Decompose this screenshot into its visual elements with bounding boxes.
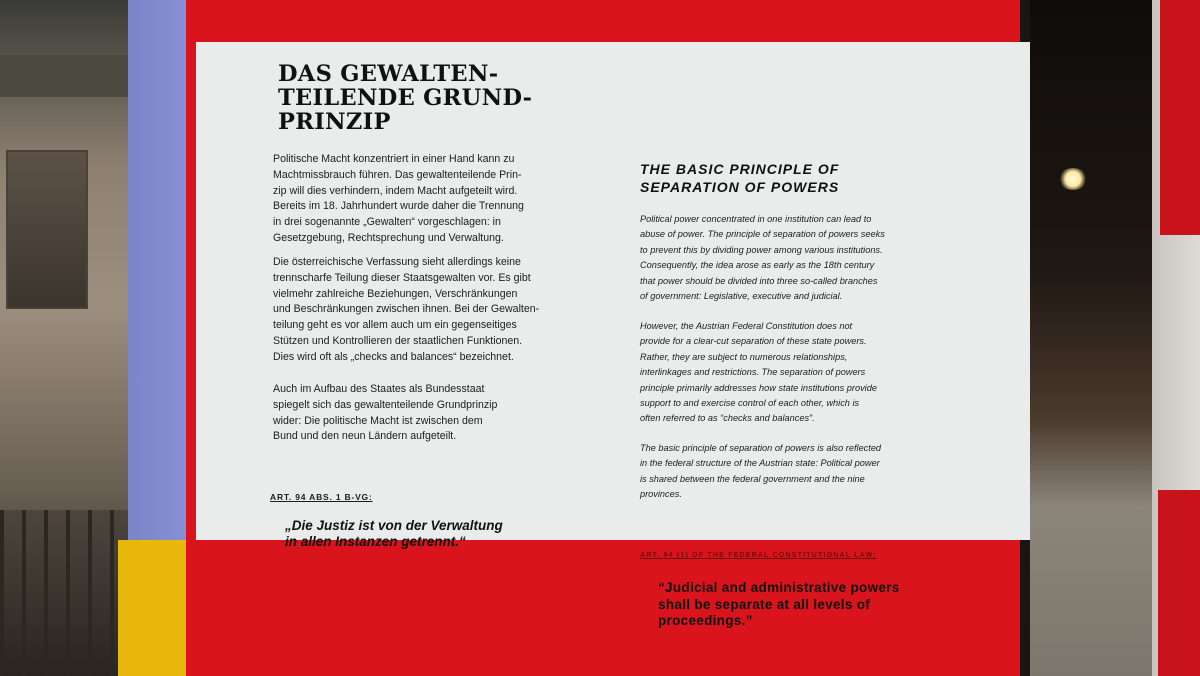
street-lamp	[1058, 168, 1088, 190]
english-paragraph-1: Political power concentrated in one institution can lead to abuse of power. The principle of separation of powers seeks to prevent this by dividing power among various institutions. Consequently, the idea arose as early as the 18th century that power should be divided into three so-called branches of government: Legislative, executive and judicial.	[640, 214, 885, 302]
adjacent-stand-red-bottom	[1158, 490, 1200, 676]
display-stand-yellow-side	[118, 540, 190, 676]
german-quote: „Die Justiz ist von der Verwaltung in allen Instanzen getrennt.“	[285, 518, 503, 549]
english-quote: “Judicial and administrative powers shall be separate at all levels of proceedings.”	[658, 580, 900, 628]
english-paragraph-3: The basic principle of separation of powers is also reflected in the federal structure of the Austrian state: Political power is shared between the federal government and the nine provinces.	[640, 443, 882, 500]
german-paragraph-2: Die österreichische Verfassung sieht allerdings keine trennscharfe Teilung dieser Staatsgewalten vor. Es gibt vielmehr zahlreiche Beziehungen, Verschränkungen und Beschränkungen zwischen ihnen. Bei der Gewalten- teilung geht es vor allem auch um ein gegenseitiges Stützen und Kontrollieren der staatlichen Funktionen. Dies wird oft als „checks and balances“ bezeichnet.	[273, 256, 540, 363]
english-paragraph-2: However, the Austrian Federal Constitution does not provide for a clear-cut separation of these state powers. Rather, they are subject to numerous relationships, interlinkages and restrictions. The separation of powers principle primarily addresses how state institutions provide support to and exercise control of each other, which is often referred to as “checks and balances”.	[640, 321, 877, 424]
german-article-reference: ART. 94 ABS. 1 B-VG:	[270, 492, 373, 502]
adjacent-stand-red-top	[1160, 0, 1200, 235]
panel-title-german: DAS GEWALTEN- TEILENDE GRUND- PRINZIP	[278, 61, 533, 135]
panel-title-english: THE BASIC PRINCIPLE OF SEPARATION OF POWERS	[640, 161, 840, 195]
german-paragraph-3: Auch im Aufbau des Staates als Bundesstaat spiegelt sich das gewaltenteilende Grundprinzip wider: Die politische Macht ist zwischen dem Bund und den neun Ländern aufgeteilt.	[273, 383, 498, 443]
english-article-reference: ART. 94 (1) OF THE FEDERAL CONSTITUTIONAL LAW:	[640, 552, 877, 559]
building-relief-plaque	[6, 150, 88, 309]
german-paragraph-1: Politische Macht konzentriert in einer Hand kann zu Machtmissbrauch führen. Das gewaltenteilende Prin- zip will dies verhindern, indem Macht aufgeteilt wird. Bereits im 18. Jahrhundert wurde daher die Trennung in drei sogenannte „Gewalten“ vorgeschlagen: in Gesetzgebung, Rechtsprechung und Verwaltung.	[273, 153, 524, 244]
building-cornice	[0, 55, 135, 97]
